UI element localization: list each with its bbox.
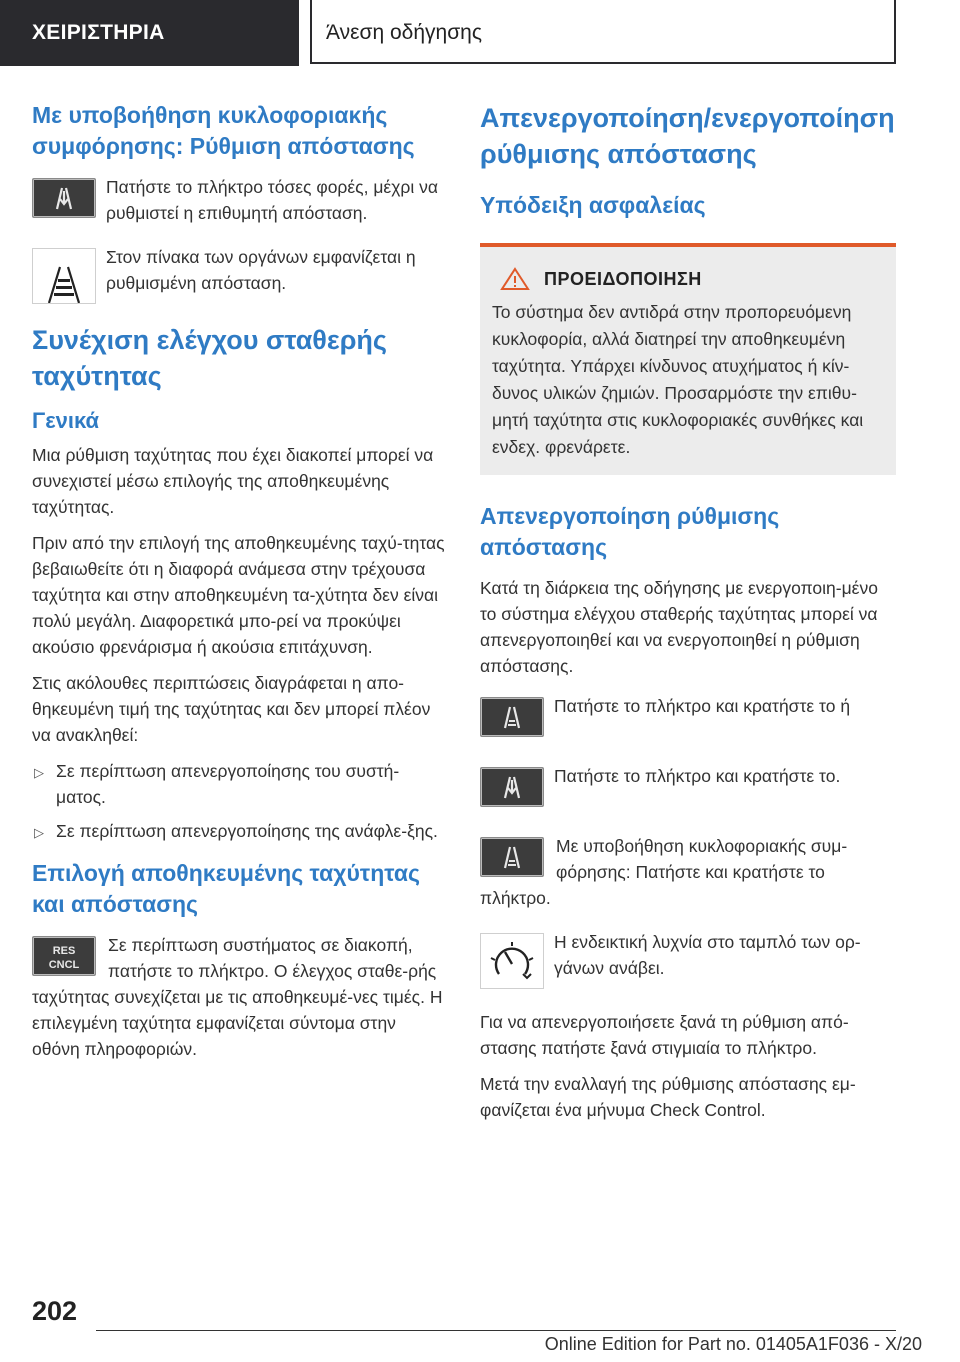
footer-divider	[96, 1330, 896, 1331]
instruction-text: Πατήστε το πλήκτρο και κρατήστε το ή	[554, 696, 851, 716]
paragraph: Μια ρύθμιση ταχύτητας που έχει διακοπεί μπορεί να συνεχιστεί μέσω επιλογής της αποθηκευμένης ταχύτητας.	[32, 445, 434, 517]
instruction-row	[32, 244, 448, 296]
instruction-row	[480, 833, 896, 911]
warning-text: Το σύστημα δεν αντιδρά στην προπορευόμενη κυκλοφορία, αλλά διατηρεί την αποθηκευμένη ταχύτητα. Υπάρχει κίνδυνος ατυχήματος ή κίν-δυνος υλικών ζημιών. Προσαρμόστε την επιθυ-μητή ταχύτητα στις κυκλοφοριακές συνθήκες και ενδεχ. φρενάρετε.	[492, 302, 864, 457]
heading-traffic-jam-distance: Με υποβοήθηση κυκλοφοριακής συμφόρησης: Ρύθμιση απόστασης	[32, 102, 415, 159]
heading-continue-cruise: Συνέχιση ελέγχου σταθερής ταχύτητας	[32, 325, 387, 391]
cruise-control-indicator-icon	[480, 933, 544, 989]
list-item: ▷ Σε περίπτωση απενεργοποίησης του συστή-ματος.	[34, 761, 400, 807]
paragraph: Στις ακόλουθες περιπτώσεις διαγράφεται η απο-θηκευμένη τιμή της ταχύτητας και δεν μπορεί πλέον να ανακληθεί:	[32, 673, 431, 745]
instruction-text: Πατήστε το πλήκτρο και κρατήστε το.	[554, 766, 841, 786]
instruction-text: Στον πίνακα των οργάνων εμφανίζεται η ρυθμισμένη απόσταση.	[106, 247, 416, 293]
paragraph: Πριν από την επιλογή της αποθηκευμένης ταχύ-τητας βεβαιωθείτε ότι η διαφορά ανάμεσα στην τρέχουσα ταχύτητα και στην αποθηκευμένη τα-χύτητα δεν είναι πολύ μεγάλη. Διαφορετικά μπο-ρεί να προκύψει ακούσιο φρενάρισμα ή ακούσια επιτάχυνση.	[32, 533, 445, 657]
warning-box	[480, 243, 896, 475]
distance-button-icon	[480, 697, 544, 737]
heading-select-stored: Επιλογή αποθηκευμένης ταχύτητας και απόστασης	[32, 860, 420, 917]
res-cncl-button-icon	[32, 936, 96, 976]
list-item: ▷ Σε περίπτωση απενεργοποίησης της ανάφλε-ξης.	[32, 818, 448, 844]
svg-text:CNCL: CNCL	[48, 959, 80, 971]
paragraph: Μετά την εναλλαγή της ρύθμισης απόστασης εμ-φανίζεται ένα μήνυμα Check Control.	[480, 1074, 856, 1120]
section-tab[interactable]: Άνεση οδήγησης	[310, 0, 896, 64]
distance-decrease-button-icon	[480, 767, 544, 807]
instruction-row	[480, 929, 896, 991]
instruction-row	[32, 174, 448, 226]
heading-toggle-distance: Απενεργοποίηση/ενεργοποίηση ρύθμισης απόστασης	[480, 103, 895, 169]
instruction-text: Πατήστε το πλήκτρο τόσες φορές, μέχρι να ρυθμιστεί η επιθυμητή απόσταση.	[106, 177, 438, 223]
instruction-text: Η ενδεικτική λυχνία στο ταμπλό των ορ-γάνων ανάβει.	[554, 932, 861, 978]
distance-decrease-button-icon	[32, 178, 96, 218]
distance-display-icon	[32, 248, 96, 304]
warning-title: ΠΡΟΕΙΔΟΠΟΙΗΣΗ	[492, 267, 884, 291]
svg-text:RES: RES	[52, 945, 76, 957]
instruction-text: Με υποβοήθηση κυκλοφοριακής συμ-φόρησης: Πατήστε και κρατήστε το πλήκτρο.	[480, 836, 848, 908]
heading-safety: Υπόδειξη ασφαλείας	[480, 192, 706, 218]
warning-triangle-icon	[500, 267, 530, 291]
heading-deactivate-distance: Απενεργοποίηση ρύθμισης απόστασης	[480, 503, 780, 560]
instruction-text: Σε περίπτωση συστήματος σε διακοπή, πατήστε το πλήκτρο. Ο έλεγχος σταθε-ρής ταχύτητας συνεχίζεται με τις αποθηκευμέ-νες τιμές. Η επιλεγμένη ταχύτητα εμφανίζεται σύντομα στην οθόνη πληροφοριών.	[32, 935, 443, 1059]
instruction-row	[480, 693, 896, 745]
instruction-row	[32, 932, 448, 1062]
header-tabs	[0, 0, 960, 66]
traffic-jam-assist-button-icon	[480, 837, 544, 877]
left-column	[32, 100, 448, 1080]
bullet-list	[32, 758, 448, 844]
heading-general: Γενικά	[32, 408, 100, 433]
right-column	[480, 100, 896, 1133]
instruction-row	[480, 763, 896, 815]
paragraph: Κατά τη διάρκεια της οδήγησης με ενεργοποιη-μένο το σύστημα ελέγχου σταθερής ταχύτητας μπορεί να απενεργοποιηθεί και να ενεργοποιηθεί η ρύθμιση απόστασης.	[480, 578, 878, 676]
paragraph: Για να απενεργοποιήσετε ξανά τη ρύθμιση από-στασης πατήστε ξανά στιγμιαία το πλήκτρο.	[480, 1012, 849, 1058]
chapter-tab[interactable]: ΧΕΙΡΙΣΤΗΡΙΑ	[0, 0, 299, 66]
footer-edition: Online Edition for Part no. 01405A1F036 - X/20	[544, 1334, 922, 1354]
triangle-bullet-icon: ▷	[34, 765, 44, 780]
triangle-bullet-icon: ▷	[34, 825, 44, 840]
page-number: 202	[32, 1296, 78, 1326]
